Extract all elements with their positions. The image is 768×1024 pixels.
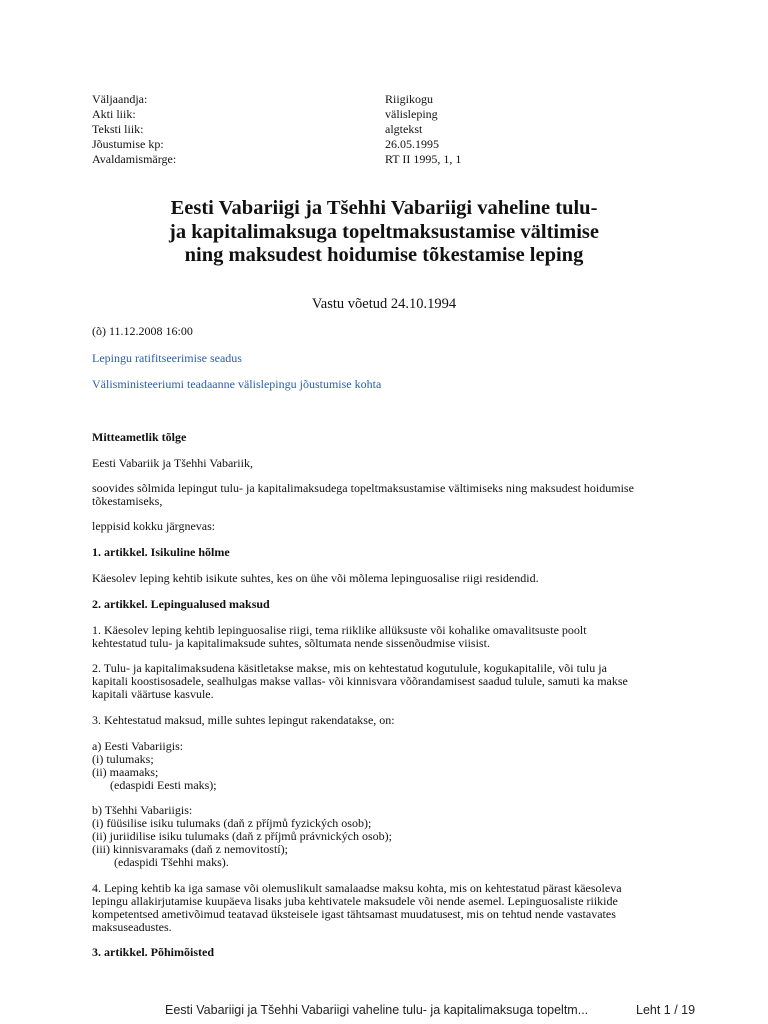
amendment-text: (õ) 11.12.2008 16:00: [92, 324, 193, 338]
list-item: (ii) juriidilise isiku tulumaks (daň z příjmů právnických osob);: [92, 829, 392, 843]
link-block-ratification: [92, 352, 692, 365]
czech-tax-list: [92, 804, 692, 869]
ratification-law-link[interactable]: Lepingu ratifitseerimise seadus: [92, 351, 242, 365]
article-2-heading: [92, 598, 692, 611]
metadata-value: algtekst: [385, 122, 423, 136]
title-line: ning maksudest hoidumise tõkestamise leping: [184, 244, 584, 266]
paragraph-line: kapitali koostisosadele, sealhulgas makse vallas- või kinnisvara võõrandamisest saadud tulule, samuti ka makse: [92, 674, 628, 688]
metadata-row-entry-date: [92, 137, 461, 152]
article-2-paragraph-2: [92, 662, 692, 701]
paragraph-line: tõkestamiseks,: [92, 494, 163, 508]
preamble-agreed: [92, 520, 692, 533]
metadata-row-act-type: [92, 107, 461, 122]
list-heading: a) Eesti Vabariigis:: [92, 739, 184, 753]
article-2-paragraph-4: [92, 882, 692, 934]
paragraph-line: 1. Käesolev leping kehtib lepinguosalise riigi, tema riiklike allüksuste või kohalike omavalitsuste poolt: [92, 623, 587, 637]
paragraph-line: kehtestatud tulu- ja kapitalimaksude suhtes, sõltumata nende sissenõudmise viisist.: [92, 636, 490, 650]
list-item: (i) füüsilise isiku tulumaks (daň z příjmů fyzických osob);: [92, 816, 372, 830]
metadata-row-publication: [92, 152, 461, 167]
metadata-label: Avaldamismärge:: [92, 152, 177, 166]
metadata-table: [92, 92, 461, 167]
heading-text: Mitteametlik tõlge: [92, 430, 187, 444]
preamble-desire: [92, 482, 692, 508]
list-item: (ii) maamaks;: [92, 765, 159, 779]
article-2-paragraph-1: [92, 624, 692, 650]
metadata-label: Jõustumise kp:: [92, 137, 164, 151]
heading-text: 3. artikkel. Põhimõisted: [92, 945, 214, 959]
metadata-row-text-type: [92, 122, 461, 137]
adoption-date: Vastu võetud 24.10.1994: [311, 296, 457, 312]
footer-document-title: Eesti Vabariigi ja Tšehhi Vabariigi vaheline tulu- ja kapitalimaksuga topeltm...: [165, 1003, 589, 1017]
unofficial-translation-heading: [92, 431, 692, 444]
page-counter: Leht 1 / 19: [636, 1003, 696, 1017]
link-block-notice: [92, 378, 692, 391]
paragraph-line: leppisid kokku järgnevas:: [92, 519, 216, 533]
metadata-value: RT II 1995, 1, 1: [385, 152, 462, 166]
list-heading: b) Tšehhi Vabariigis:: [92, 803, 193, 817]
paragraph-line: kompetentsed ametivõimud teatavad üksteisele igast tähtsamast muudatusest, mis on tehtud nende vastavates: [92, 907, 616, 921]
paragraph-line: 4. Leping kehtib ka iga samase või olemuslikult samalaadse maksu kohta, mis on kehtestatud pärast käesoleva: [92, 881, 622, 895]
article-3-heading: [92, 946, 692, 959]
document-title: [92, 197, 676, 268]
metadata-value: välisleping: [385, 107, 438, 121]
paragraph-line: kapitali väärtuse kasvule.: [92, 687, 214, 701]
metadata-value: Riigikogu: [385, 92, 434, 106]
metadata-row-issuer: [92, 92, 461, 107]
title-line: ja kapitalimaksuga topeltmaksustamise vältimise: [169, 220, 599, 243]
article-1-heading: [92, 546, 692, 559]
heading-text: 1. artikkel. Isikuline hõlme: [92, 545, 230, 559]
paragraph-line: Eesti Vabariik ja Tšehhi Vabariik,: [92, 456, 253, 470]
list-note: (edaspidi Eesti maks);: [110, 778, 217, 792]
metadata-label: Väljaandja:: [92, 92, 148, 106]
paragraph-line: 2. Tulu- ja kapitalimaksudena käsitletakse makse, mis on kehtestatud kogutulule, kogukapitalile, või tulu ja: [92, 661, 607, 675]
metadata-value: 26.05.1995: [385, 137, 439, 151]
page-footer: [0, 1000, 768, 1024]
list-item: (i) tulumaks;: [92, 752, 154, 766]
preamble-parties: [92, 457, 692, 470]
heading-text: 2. artikkel. Lepingualused maksud: [92, 597, 270, 611]
estonia-tax-list: [92, 740, 692, 792]
paragraph-line: 3. Kehtestatud maksud, mille suhtes lepingut rakendatakse, on:: [92, 713, 395, 727]
paragraph-line: Käesolev leping kehtib isikute suhtes, kes on ühe või mõlema lepinguosalise riigi residendid.: [92, 571, 539, 585]
entry-into-force-notice-link[interactable]: Välisministeeriumi teadaanne välislepingu jõustumise kohta: [92, 377, 382, 391]
paragraph-line: soovides sõlmida lepingut tulu- ja kapitalimaksudega topeltmaksustamise vältimiseks ning maksudest hoidumise: [92, 481, 634, 495]
list-note: (edaspidi Tšehhi maks).: [114, 855, 229, 869]
paragraph-line: maksuseadustes.: [92, 920, 172, 934]
article-1-text: [92, 572, 692, 585]
metadata-label: Teksti liik:: [92, 122, 144, 136]
metadata-label: Akti liik:: [92, 107, 136, 121]
list-item: (iii) kinnisvaramaks (daň z nemovitostí);: [92, 842, 288, 856]
article-2-paragraph-3: [92, 714, 692, 727]
title-line: Eesti Vabariigi ja Tšehhi Vabariigi vaheline tulu-: [170, 197, 598, 219]
amendment-stamp: [92, 325, 692, 338]
paragraph-line: lepingu allakirjutamise kuupäeva lisaks juba kehtivatele maksudele või nende asemel. Lepinguosaliste riikide: [92, 894, 618, 908]
